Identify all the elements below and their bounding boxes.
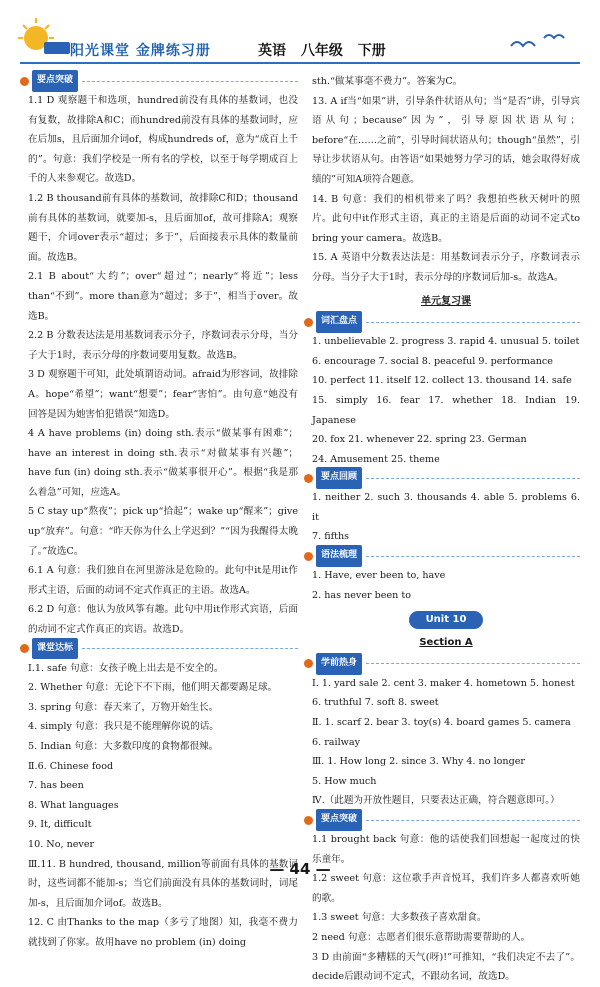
answer-line: Ⅰ. 1. yard sale 2. cent 3. maker 4. hometown 5. honest — [312, 677, 575, 689]
answer-line: 5. How much — [312, 775, 377, 787]
answer-item: 3 D 观察题干可知，此处填谓语动词。afraid为形容词，故排除A。hope“希望”；want“想要”；fear“害怕”。由句意“她没有回答是因为她害怕犯错误”知选D。 — [28, 369, 298, 420]
answer-item: 1.2 B thousand前有具体的基数词，故排除C和D；thousand前有具体的基数词，就要加-s，且后面加of，故可排除A；观察题干，介词over表示“超过；多于”，后面接表示具体的数量前面。故选B。 — [28, 192, 298, 263]
answer-line: 6. railway — [312, 736, 360, 748]
section-heading-class-practice: 课堂达标 — [20, 642, 298, 656]
answer-item: Ⅲ.11. B hundred, thousand, million等前面有具体的基数词时，这些词都不能加-s；当它们前面没有具体的基数词时，词尾加-s，且后面加介词of。故选B。 — [28, 858, 298, 909]
sun-logo-icon — [14, 14, 74, 58]
bullet-icon — [20, 77, 29, 86]
answer-line: 6. encourage 7. social 8. peaceful 9. performance — [312, 355, 553, 367]
answer-line: 7. fifths — [312, 531, 350, 543]
section-heading-key-points: 要点突破 — [20, 74, 298, 88]
unit-review-title: 单元复习课 — [421, 295, 471, 307]
answer-item: 2 need 句意：志愿者们很乐意帮助需要帮助的人。 — [312, 931, 531, 943]
answer-item: 3. spring 句意：春天来了，万物开始生长。 — [28, 701, 219, 713]
answer-line: 15. simply 16. fear 17. whether 18. Indian 19. Japanese — [312, 394, 580, 426]
section-a-title: Section A — [419, 637, 473, 649]
answer-line: 1. unbelievable 2. progress 3. rapid 4. unusual 5. toilet — [312, 336, 580, 348]
bullet-icon — [304, 552, 313, 561]
answer-item: 2.2 B 分数表达法是用基数词表示分子，序数词表示分母，当分子大于1时，表示分母的序数词要用复数。故选B。 — [28, 330, 298, 361]
answer-line: Ⅲ. 1. How long 2. since 3. Why 4. no longer — [312, 756, 525, 768]
answer-item: 1.1 brought back 句意：他的话使我们回想起一起度过的快乐童年。 — [312, 834, 580, 865]
birds-decoration-icon — [506, 28, 576, 56]
answer-line: Ⅱ. 1. scarf 2. bear 3. toy(s) 4. board games 5. camera — [312, 717, 571, 729]
bullet-icon — [304, 659, 313, 668]
section-heading-warm-up: 学前热身 — [304, 657, 580, 671]
answer-item: 6.1 A 句意：我们独自在河里游泳是危险的。此句中it是用it作形式主语，后面的动词不定式作真正的主语。故选A。 — [28, 565, 298, 596]
answer-line: Ⅳ.（此题为开放性题目，只要表达正确，符合题意即可。） — [312, 795, 560, 807]
bullet-icon — [304, 318, 313, 327]
answer-item: 1.2 sweet 句意：这位歌手声音悦耳，我们许多人都喜欢听她的歌。 — [312, 873, 580, 904]
header-rule — [20, 62, 580, 64]
answer-item: sth.“做某事毫不费力”。答案为C。 — [312, 76, 463, 87]
answer-line: 24. Amusement 25. theme — [312, 453, 440, 465]
answer-line: 10. perfect 11. itself 12. collect 13. thousand 14. safe — [312, 375, 572, 387]
answer-line: 6. truthful 7. soft 8. sweet — [312, 697, 439, 709]
answer-item: 1.1 D 观察题干和选项，hundred前没有具体的基数词，也没有复数，故排除A和C；而hundred前没有具体的基数词时，应在后加s，且后面加介词of，构成hundreds of，意为“成百上千的”。句意：我们学校是一所有名的学校，以至于每学期成百上千的人来参观它。故选D。 — [28, 95, 298, 185]
unit-badge: Unit 10 — [409, 611, 483, 629]
left-column — [28, 72, 298, 953]
answer-item: 12. C 由Thanks to the map（多亏了地图）知，我毫不费力就找到了你家。故用have no problem (in) doing — [28, 917, 298, 948]
bullet-icon — [304, 474, 313, 483]
page-header — [0, 0, 600, 66]
section-heading-key-review: 要点回顾 — [304, 471, 580, 485]
answer-item: 4. simply 句意：我只是不能理解你说的话。 — [28, 721, 219, 733]
answer-item: 5 C stay up“熬夜”；pick up“拾起”；wake up“醒来”；give up“放弃”。句意：“昨天你为什么上学迟到？”“因为我醒得太晚了。”故选C。 — [28, 506, 298, 557]
answer-item: 15. A 英语中分数表达法是：用基数词表示分子，序数词表示分母。当分子大于1时，表示分母的序数词后加-s。故选A。 — [312, 252, 580, 283]
bullet-icon — [20, 644, 29, 653]
answer-item: 2.1 B about“大约”；over“超过”；nearly“将近”；less than“不到”。more than意为“超过；多于”，相当于over。故选B。 — [28, 271, 298, 322]
answer-item: Ⅱ.6. Chinese food — [28, 760, 114, 772]
answer-item: 14. B 句意：我们的相机带来了吗？我想拍些秋天树叶的照片。此句中it作形式主语，真正的主语是后面的动词不定式to bring your camera。故选B。 — [312, 193, 580, 244]
answer-item: Ⅰ.1. safe 句意：女孩子晚上出去是不安全的。 — [28, 662, 224, 674]
answer-item: 10. No, never — [28, 838, 95, 850]
answer-line: 1. neither 2. such 3. thousands 4. able 5. problems 6. it — [312, 492, 580, 523]
answer-item: 4 A have problems (in) doing sth.表示“做某事有困难”；have an interest in doing sth.表示“对做某事有兴趣”；have fun (in) doing sth.表示“做某事很开心”。根据“我是那么着急”可知，应选A。 — [28, 428, 298, 498]
answer-item: 2. Whether 句意：无论下不下雨，他们明天都要踢足球。 — [28, 682, 278, 694]
answer-line: 20. fox 21. whenever 22. spring 23. German — [312, 434, 527, 446]
section-heading-key-points-2: 要点突破 — [304, 813, 580, 827]
answer-item: 3 D 由前面“多糟糕的天气(呀)!”可推知，“我们决定不去了”。decide后跟动词不定式，不跟动名词，故选D。 — [312, 951, 580, 983]
answer-line: 2. has never been to — [312, 589, 412, 601]
bullet-icon — [304, 816, 313, 825]
answer-item: 8. What languages — [28, 799, 119, 811]
answer-item: 1.3 sweet 句意：大多数孩子喜欢甜食。 — [312, 912, 487, 924]
right-column — [312, 72, 580, 987]
page-number: — 44 — — [269, 860, 331, 878]
answer-item: 6.2 D 句意：他认为放风筝有趣。此句中用it作形式宾语，后面的动词不定式作真正的宾语。故选D。 — [28, 604, 298, 636]
answer-item: 7. has been — [28, 780, 84, 792]
answer-item: 9. It, difficult — [28, 819, 92, 831]
answer-line: 1. Have, ever been to, have — [312, 570, 446, 582]
subject-grade-volume: 英语 八年级 下册 — [258, 43, 386, 59]
answer-item: 5. Indian 句意：大多数印度的食物都很辣。 — [28, 741, 219, 752]
series-title: 阳光课堂 金牌练习册 — [70, 43, 211, 59]
section-heading-grammar: 语法梳理 — [304, 549, 580, 563]
section-heading-vocabulary: 词汇盘点 — [304, 315, 580, 329]
answer-item: 13. A if当“如果”讲，引导条件状语从句；当“是否”讲，引导宾语从句；because“因为”，引导原因状语从句；before“在……之前”，引导时间状语从句；though“虽然”，引导让步状语从句。由答语“如果她努力学习的话，她会取得好成绩的”可知A项符合题意。 — [312, 95, 580, 185]
